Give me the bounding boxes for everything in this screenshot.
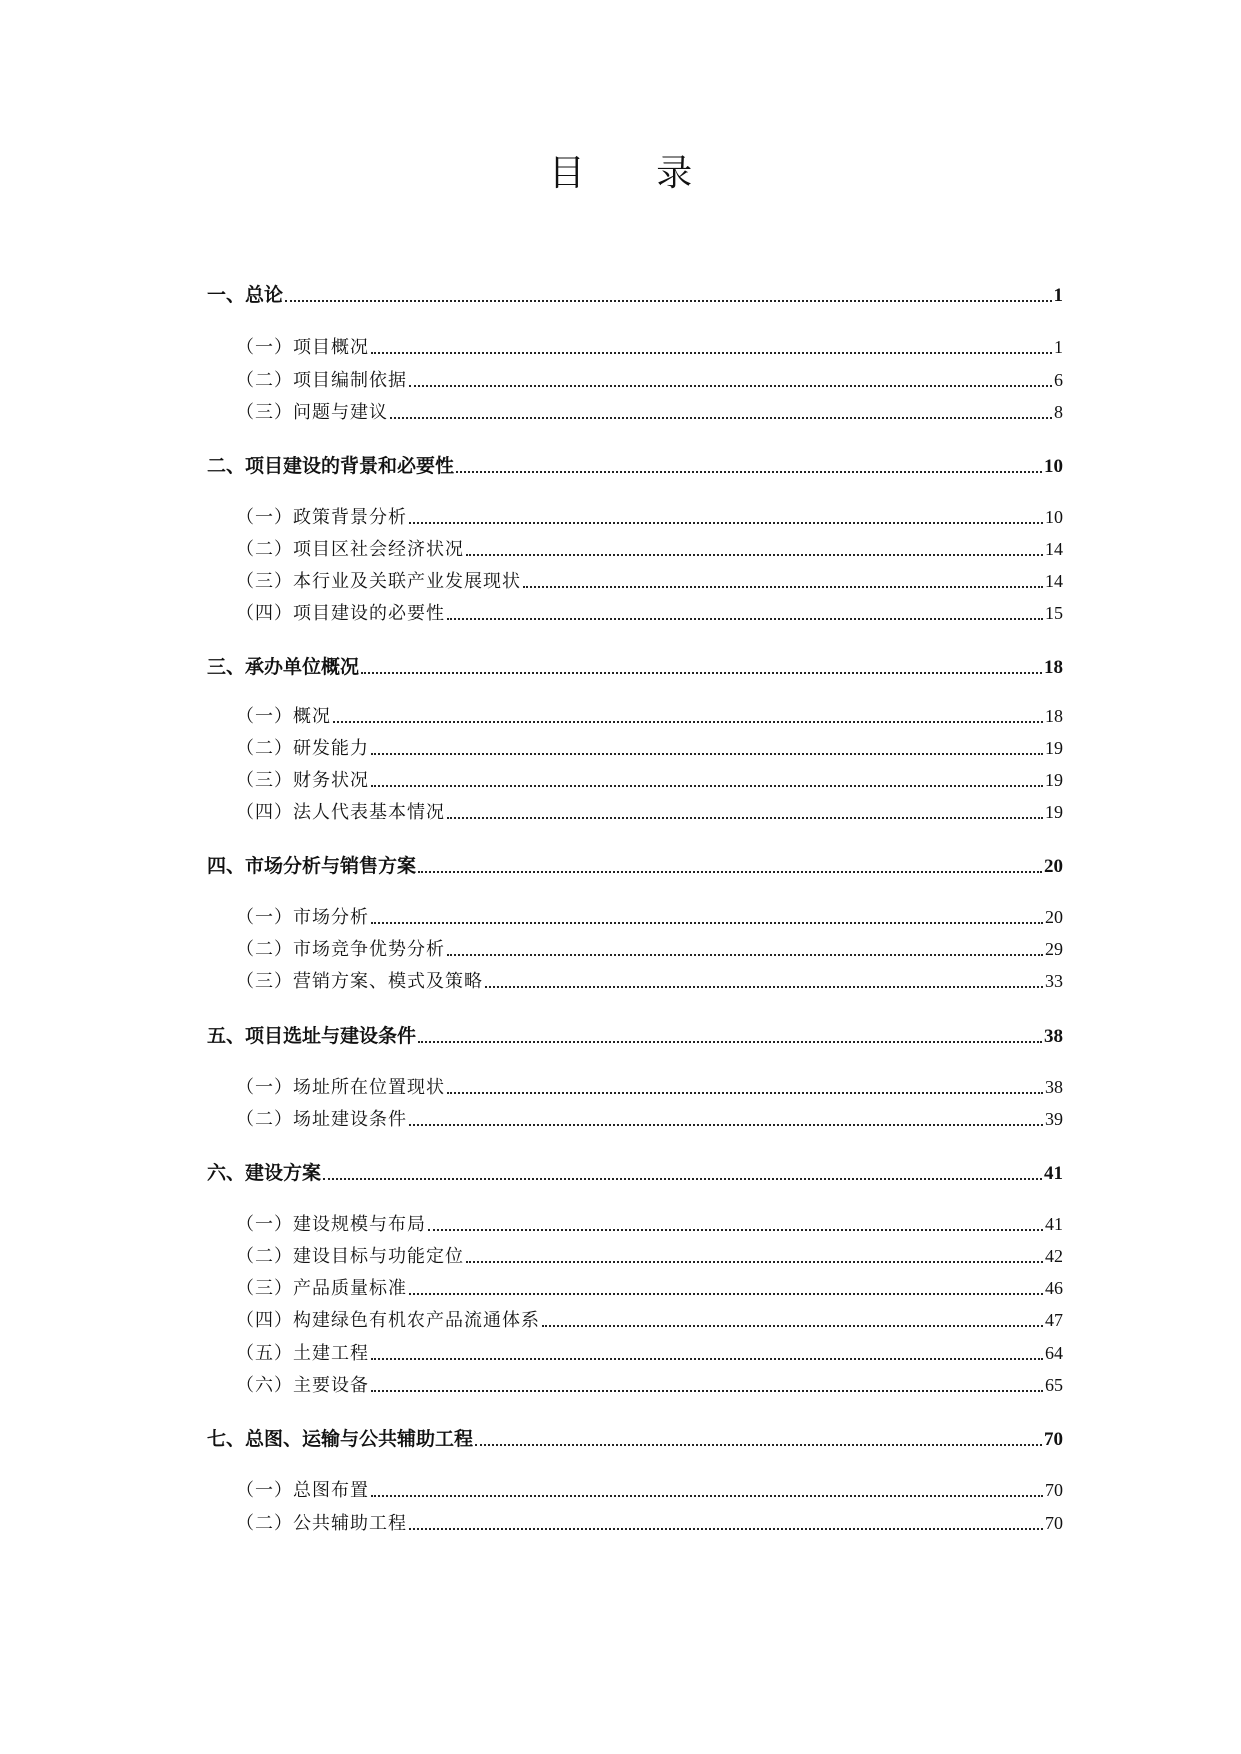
toc-section-entry[interactable] [207,280,1063,307]
toc-entry-title: （三）问题与建议 [236,402,388,423]
toc-entry-title: 六、建设方案 [207,1162,322,1184]
toc-page-number: 42 [1045,1246,1063,1266]
toc-entry-title: （二）公共辅助工程 [236,1513,407,1534]
toc-entry-title: （二）市场竞争优势分析 [236,939,445,960]
dot-leader [456,471,1042,473]
toc-page-number: 10 [1044,456,1063,477]
dot-leader [447,954,1043,956]
toc-page-number: 46 [1045,1278,1063,1298]
dot-leader [390,417,1052,419]
toc-subsection-entry[interactable] [236,1210,1063,1236]
dot-leader [371,785,1043,787]
toc-entry-title: 二、项目建设的背景和必要性 [207,455,455,477]
toc-subsection-entry[interactable] [236,935,1063,961]
toc-entry-title: （二）建设目标与功能定位 [236,1246,464,1267]
toc-entry-title: 五、项目选址与建设条件 [207,1025,417,1047]
toc-subsection-entry[interactable] [236,1371,1063,1397]
toc-page-number: 20 [1044,856,1063,877]
dot-leader [447,618,1043,620]
toc-subsection-entry[interactable] [236,1274,1063,1300]
toc-page-number: 10 [1045,507,1063,527]
toc-entry-title: （一）项目概况 [236,337,369,358]
dot-leader [428,1229,1043,1231]
toc-subsection-entry[interactable] [236,1339,1063,1365]
toc-section-entry[interactable] [207,851,1063,878]
toc-page-number: 65 [1045,1375,1063,1395]
toc-section-entry[interactable] [207,1424,1063,1451]
toc-page-number: 29 [1045,939,1063,959]
toc-subsection-entry[interactable] [236,1306,1063,1332]
toc-page-number: 14 [1045,539,1063,559]
toc-page-number: 70 [1045,1513,1063,1533]
dot-leader [371,352,1052,354]
toc-entry-title: （二）项目区社会经济状况 [236,539,464,560]
dot-leader [409,1528,1043,1530]
toc-subsection-entry[interactable] [236,1242,1063,1268]
dot-leader [447,1092,1043,1094]
dot-leader [371,1495,1043,1497]
toc-page-number: 19 [1045,802,1063,822]
toc-page-number: 38 [1044,1026,1063,1047]
toc-subsection-entry[interactable] [236,503,1063,529]
toc-page-number: 33 [1045,971,1063,991]
toc-page-number: 41 [1044,1163,1063,1184]
toc-subsection-entry[interactable] [236,535,1063,561]
toc-page-number: 47 [1045,1310,1063,1330]
toc-entry-title: （三）财务状况 [236,770,369,791]
toc-subsection-entry[interactable] [236,599,1063,625]
dot-leader [466,554,1043,556]
toc-page-number: 70 [1044,1429,1063,1450]
page-title: 目 录 [548,153,723,194]
toc-entry-title: （三）营销方案、模式及策略 [236,971,483,992]
dot-leader [542,1325,1043,1327]
dot-leader [447,817,1043,819]
toc-page-number: 1 [1054,337,1063,357]
toc-entry-title: 一、总论 [207,284,284,306]
dot-leader [371,1358,1043,1360]
toc-entry-title: （一）政策背景分析 [236,507,407,528]
dot-leader [409,385,1052,387]
dot-leader [466,1261,1043,1263]
toc-entry-title: （一）市场分析 [236,907,369,928]
dot-leader [371,1390,1043,1392]
toc-entry-title: （二）项目编制依据 [236,370,407,391]
dot-leader [371,922,1043,924]
toc-page-number: 14 [1045,571,1063,591]
toc-subsection-entry[interactable] [236,1509,1063,1535]
dot-leader [409,1293,1043,1295]
dot-leader [418,1041,1042,1043]
toc-entry-title: （一）建设规模与布局 [236,1214,426,1235]
toc-subsection-entry[interactable] [236,333,1063,359]
toc-page-number: 38 [1045,1077,1063,1097]
toc-subsection-entry[interactable] [236,903,1063,929]
toc-entry-title: （三）产品质量标准 [236,1278,407,1299]
toc-page-number: 15 [1045,603,1063,623]
toc-subsection-entry[interactable] [236,567,1063,593]
toc-page-number: 1 [1053,285,1063,306]
toc-section-entry[interactable] [207,1021,1063,1048]
toc-page-number: 8 [1054,402,1063,422]
toc-entry-title: （四）法人代表基本情况 [236,802,445,823]
toc-page-number: 19 [1045,770,1063,790]
toc-page-number: 20 [1045,907,1063,927]
toc-entry-title: 三、承办单位概况 [207,656,360,678]
dot-leader [361,672,1042,674]
dot-leader [418,871,1042,873]
toc-entry-title: （四）构建绿色有机农产品流通体系 [236,1310,540,1331]
toc-entry-title: （三）本行业及关联产业发展现状 [236,571,521,592]
toc-subsection-entry[interactable] [236,967,1063,993]
dot-leader [409,1124,1043,1126]
dot-leader [523,586,1043,588]
dot-leader [475,1444,1042,1446]
toc-page-number: 18 [1045,706,1063,726]
toc-entry-title: （一）概况 [236,706,331,727]
toc-subsection-entry[interactable] [236,1476,1063,1502]
dot-leader [409,522,1043,524]
toc-subsection-entry[interactable] [236,366,1063,392]
toc-page-number: 19 [1045,738,1063,758]
toc-entry-title: 七、总图、运输与公共辅助工程 [207,1428,474,1450]
toc-subsection-entry[interactable] [236,702,1063,728]
toc-entry-title: （二）研发能力 [236,738,369,759]
toc-entry-title: （六）主要设备 [236,1375,369,1396]
toc-entry-title: 四、市场分析与销售方案 [207,855,417,877]
toc-page-number: 64 [1045,1343,1063,1363]
dot-leader [485,986,1043,988]
toc-section-entry[interactable] [207,451,1063,478]
toc-entry-title: （五）土建工程 [236,1343,369,1364]
toc-entry-title: （二）场址建设条件 [236,1109,407,1130]
toc-entry-title: （一）场址所在位置现状 [236,1077,445,1098]
toc-subsection-entry[interactable] [236,398,1063,424]
toc-subsection-entry[interactable] [236,766,1063,792]
toc-subsection-entry[interactable] [236,798,1063,824]
toc-section-entry[interactable] [207,1158,1063,1185]
toc-page-number: 6 [1054,370,1063,390]
dot-leader [333,721,1043,723]
toc-page-number: 39 [1045,1109,1063,1129]
toc-page-number: 70 [1045,1480,1063,1500]
toc-section-entry[interactable] [207,652,1063,679]
dot-leader [323,1178,1042,1180]
toc-page-number: 18 [1044,657,1063,678]
toc-subsection-entry[interactable] [236,1073,1063,1099]
toc-entry-title: （一）总图布置 [236,1480,369,1501]
toc-page-number: 41 [1045,1214,1063,1234]
toc-subsection-entry[interactable] [236,734,1063,760]
dot-leader [285,300,1051,302]
dot-leader [371,753,1043,755]
toc-subsection-entry[interactable] [236,1105,1063,1131]
toc-entry-title: （四）项目建设的必要性 [236,603,445,624]
